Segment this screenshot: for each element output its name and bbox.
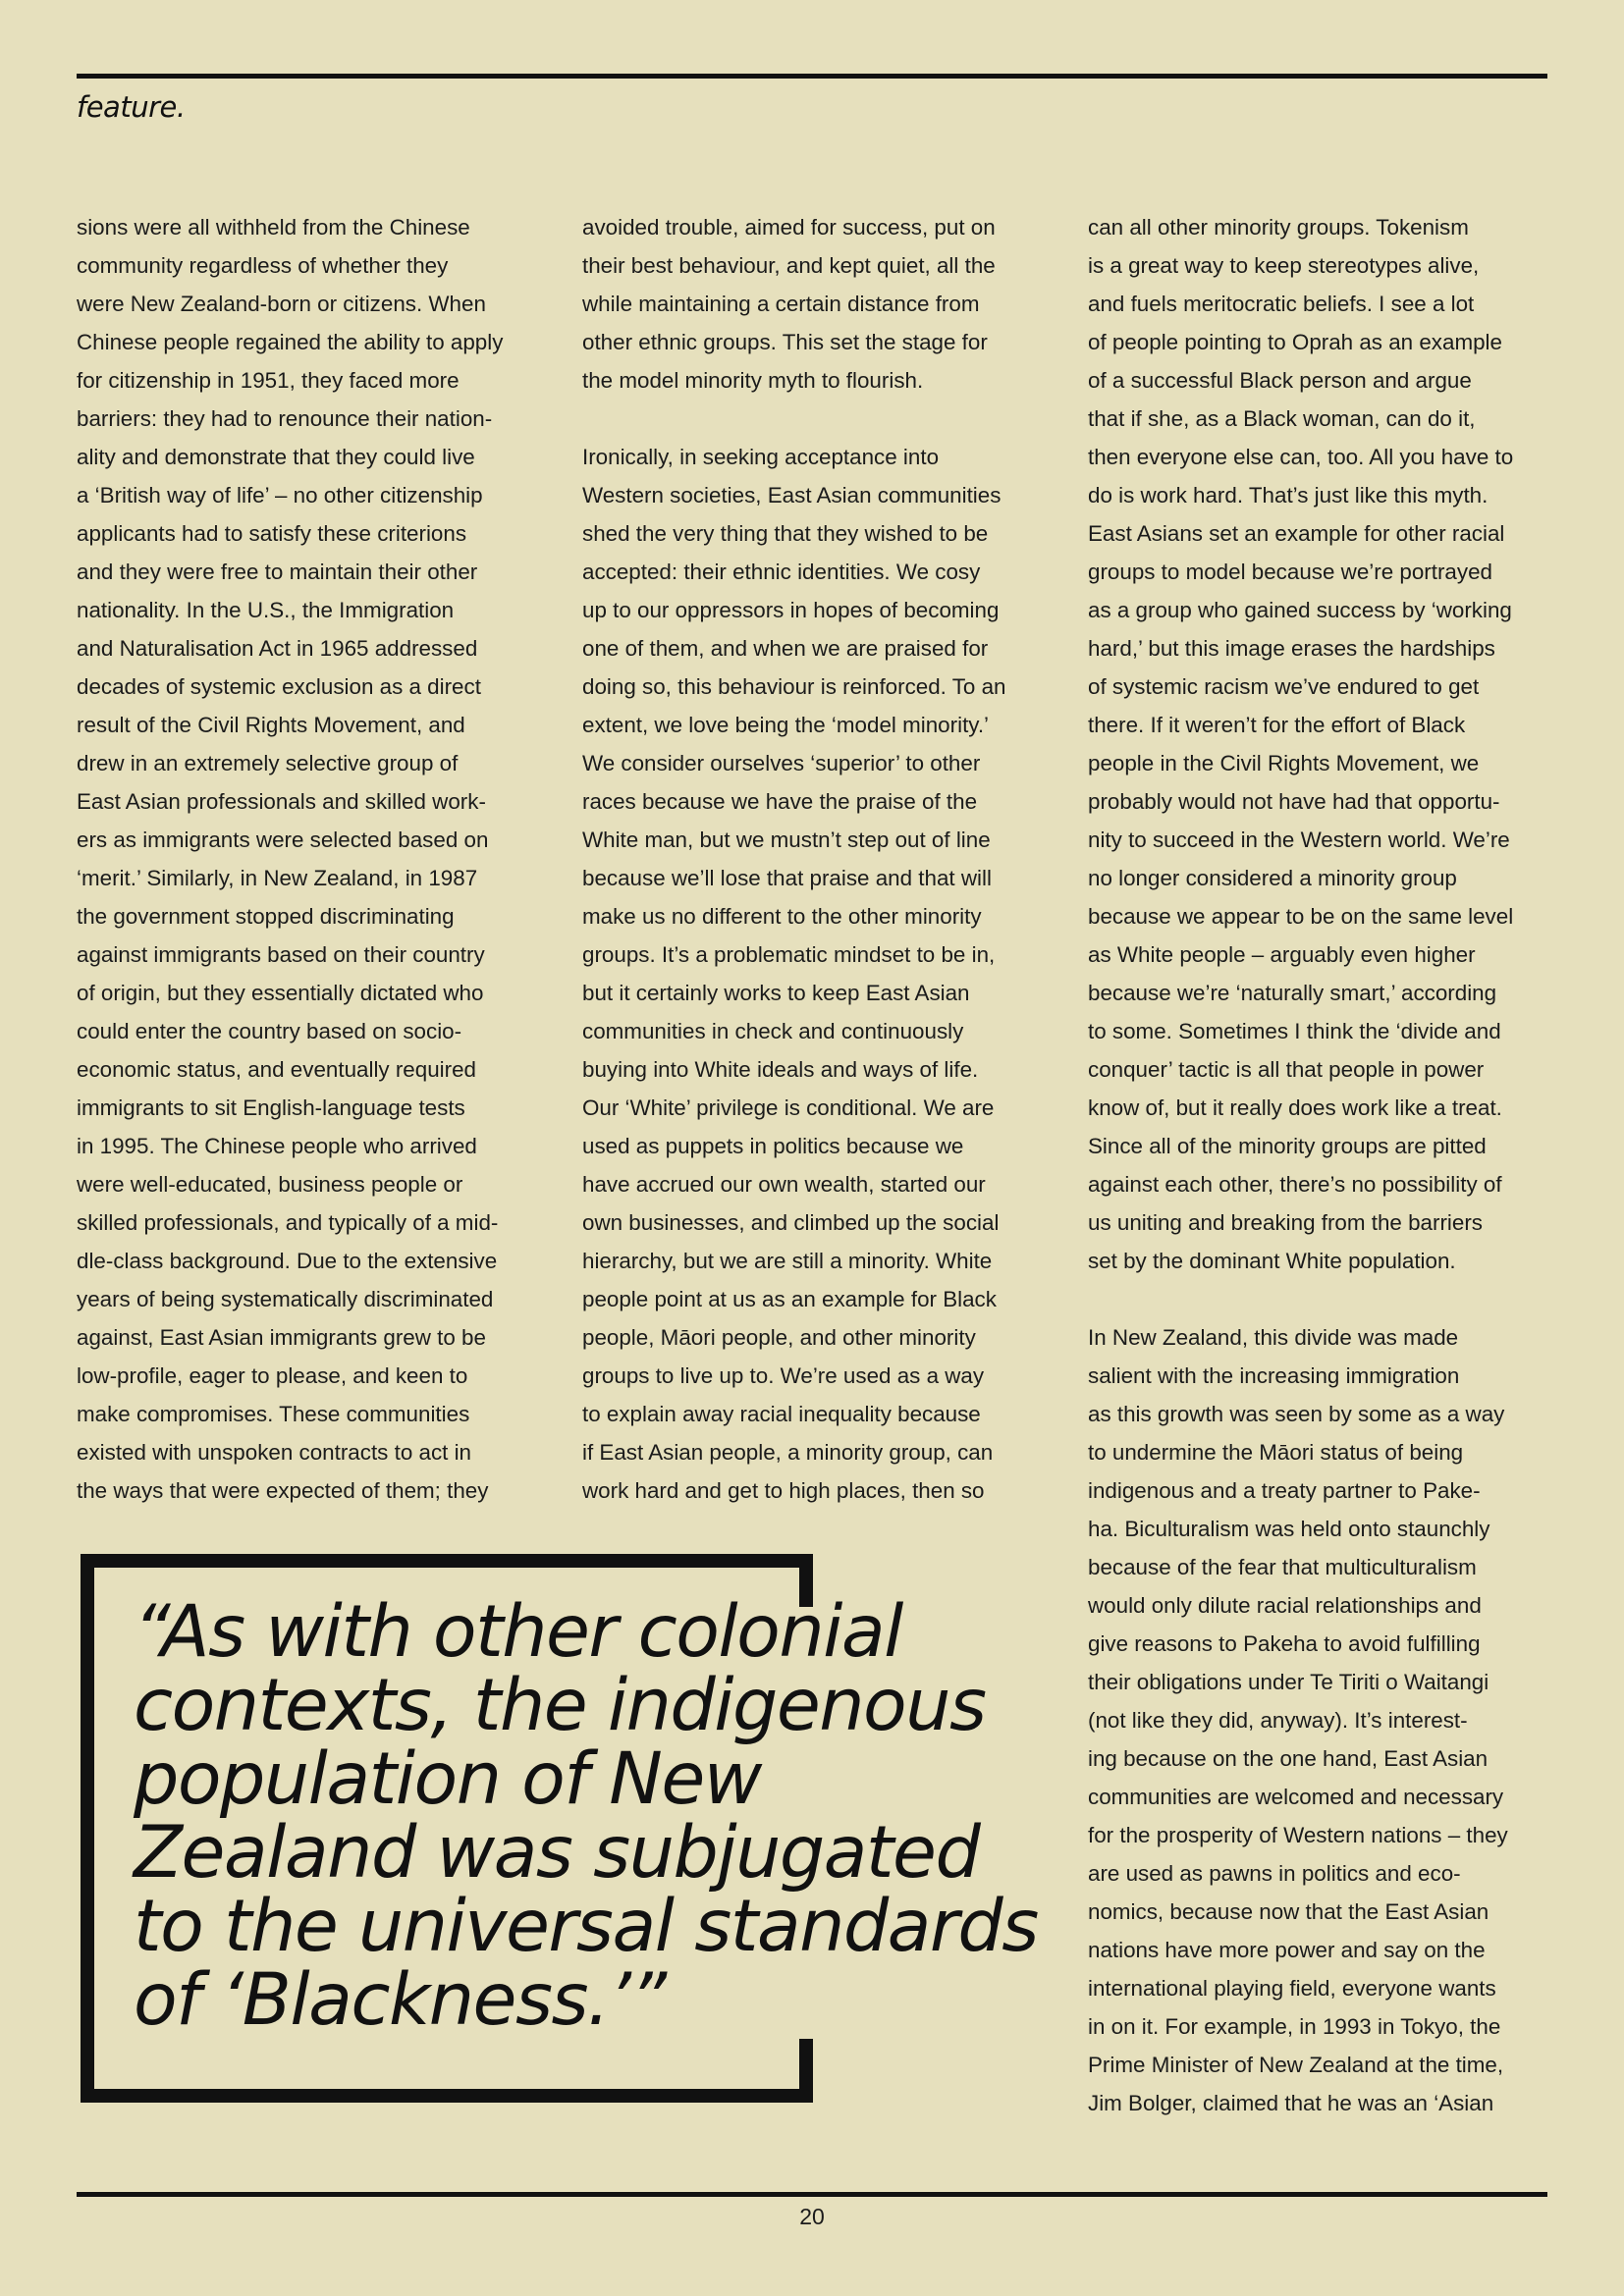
pull-quote: “As with other colonial contexts, the indigenous population of New Zealand was subjugated to the universal standards of ‘Blackness.’” <box>134 1590 1038 2042</box>
body-column-1 <box>77 208 543 1510</box>
section-label: feature. <box>77 90 186 124</box>
bottom-rule <box>77 2192 1547 2197</box>
paragraph: In New Zealand, this divide was made salient with the increasing immigration as this growth was seen by some as a way to undermine the Māori status of being indigenous and a treaty partner to Pake- ha. Biculturalism was held onto staunchly because of the fear that multiculturalism would only dilute racial relationships and give reasons to Pakeha to avoid fulfilling their obligations under Te Tiriti o Waitangi (not like they did, anyway). It’s interest- ing because on the one hand, East Asian communities are welcomed and necessary for the prosperity of Western nations – they are used as pawns in politics and eco- nomics, because now that the East Asian nations have more power and say on the international playing field, everyone wants in on it. For example, in 1993 in Tokyo, the Prime Minister of New Zealand at the time, Jim Bolger, claimed that he was an ‘Asian <box>1088 1325 1508 2115</box>
paragraph: Ironically, in seeking acceptance into Western societies, East Asian communities shed the very thing that they wished to be accepted: their ethnic identities. We cosy up to our oppressors in hopes of becoming one of them, and when we are praised for doing so, this behaviour is reinforced. To an extent, we love being the ‘model minority.’ We consider ourselves ‘superior’ to other races because we have the praise of the White man, but we mustn’t step out of line because we’ll lose that praise and that will make us no different to the other minority groups. It’s a problematic mindset to be in, but it certainly works to keep East Asian communities in check and continuously buying into White ideals and ways of life. Our ‘White’ privilege is conditional. We are used as puppets in politics because we have accrued our own wealth, started our own businesses, and climbed up the social hierarchy, but we are still a minority. White people point at us as an example for Black people, Māori people, and other minority groups to live up to. We’re used as a way to explain away racial inequality because if East Asian people, a minority group, can work hard and get to high places, then so <box>582 445 1006 1503</box>
top-rule <box>77 74 1547 79</box>
body-column-3 <box>1088 208 1559 2122</box>
paragraph: sions were all withheld from the Chinese community regardless of whether they were New Zealand-born or citizens. When Chinese people regained the ability to apply for citizenship in 1951, they faced more barriers: they had to renounce their nation- ality and demonstrate that they could live a ‘British way of life’ – no other citizenship applicants had to satisfy these criterions and they were free to maintain their other nationality. In the U.S., the Immigration and Naturalisation Act in 1965 addressed decades of systemic exclusion as a direct result of the Civil Rights Movement, and drew in an extremely selective group of East Asian professionals and skilled work- ers as immigrants were selected based on ‘merit.’ Similarly, in New Zealand, in 1987 the government stopped discriminating against immigrants based on their country of origin, but they essentially dictated who could enter the country based on socio- economic status, and eventually required immigrants to sit English-language tests in 1995. The Chinese people who arrived were well-educated, business people or skilled professionals, and typically of a mid- dle-class background. Due to the extensive years of being systematically discriminated against, East Asian immigrants grew to be low-profile, eager to please, and keen to make compromises. These communities existed with unspoken contracts to act in the ways that were expected of them; they <box>77 215 504 1503</box>
paragraph: avoided trouble, aimed for success, put on their best behaviour, and kept quiet, all the while maintaining a certain distance from other ethnic groups. This set the stage for the model minority myth to flourish. <box>582 215 996 393</box>
body-column-2 <box>582 208 1049 1510</box>
pull-quote-frame-tick-bottom <box>799 2039 813 2103</box>
page-number: 20 <box>799 2204 825 2229</box>
paragraph: can all other minority groups. Tokenism is a great way to keep stereotypes alive, and fuels meritocratic beliefs. I see a lot of people pointing to Oprah as an example of a successful Black person and argue that if she, as a Black woman, can do it, then everyone else can, too. All you have to do is work hard. That’s just like this myth. East Asians set an example for other racial groups to model because we’re portrayed as a group who gained success by ‘working hard,’ but this image erases the hardships of systemic racism we’ve endured to get there. If it weren’t for the effort of Black people in the Civil Rights Movement, we probably would not have had that opportu- nity to succeed in the Western world. We’re no longer considered a minority group because we appear to be on the same level as White people – arguably even higher because we’re ‘naturally smart,’ according to some. Sometimes I think the ‘divide and conquer’ tactic is all that people in power know of, but it really does work like a treat. Since all of the minority groups are pitted against each other, there’s no possibility of us uniting and breaking from the barriers set by the dominant White population. <box>1088 215 1514 1273</box>
